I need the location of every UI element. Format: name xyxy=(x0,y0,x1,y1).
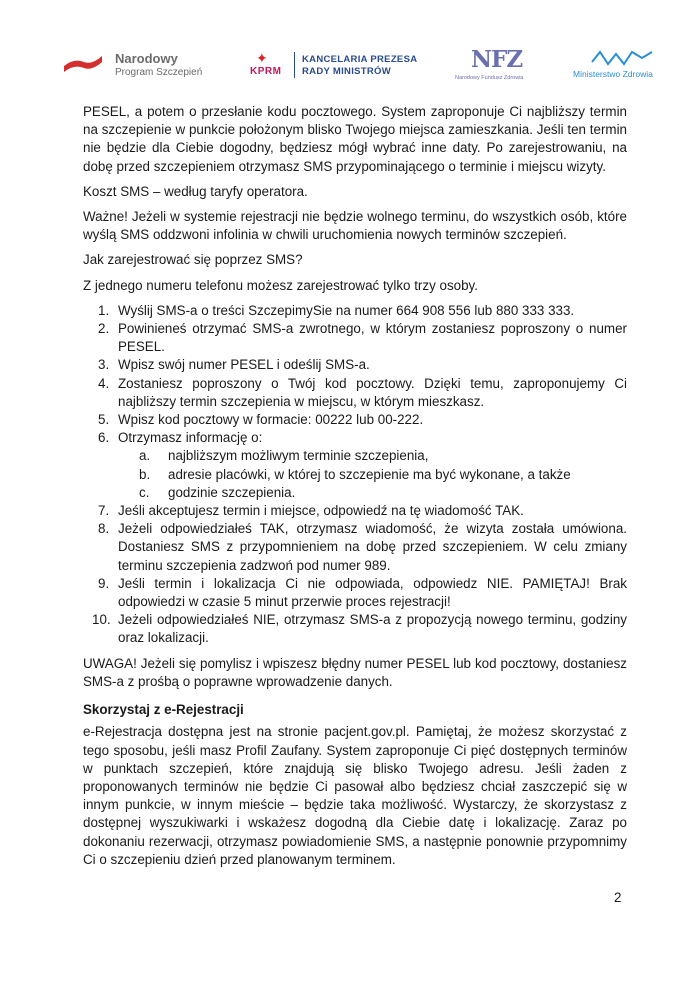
nfz-logo: NFZ xyxy=(471,46,523,73)
e-registration-paragraph: e-Rejestracja dostępna jest na stronie pacjent.gov.pl. Pamiętaj, że możesz skorzystać z tego sposobu, jeśli masz Profil Zaufany. System zaproponuje Ci pięć dostępnych terminów w punktach szczepień, które znajdują się blisko Twojego adresu. Jeśli żaden z proponowanych terminów nie będzie Ci pasował albo będziesz chciał zaszczepić się w innym punkcie, w innym mieście – będzie taka możliwość. Wystarczy, że skorzystasz z dostępnej wyszukiwarki i wskażesz dogodną dla Ciebie datę i lokalizację. Zaraz po dokonaniu rezerwacji, otrzymasz powiadomienie SMS, a następnie ponownie przypomnimy Ci o szczepieniu dzień przed planowanym terminem. xyxy=(83,724,627,867)
list-item: 8. Jeżeli odpowiedziałeś TAK, otrzymasz wiadomość, że wizyta została umówiona. Dostaniesz SMS z przypomnieniem na dobę przed szczepieniem. W celu zmiany terminu szczepienia zadzwoń pod numer 989. xyxy=(98,521,627,573)
narodowy-program-subtitle: Program Szczepień xyxy=(115,67,203,78)
list-item: 7. Jeśli akceptujesz termin i miejsce, odpowiedź na tę wiadomość TAK. xyxy=(98,503,524,519)
limit-paragraph: Z jednego numeru telefonu możesz zarejestrować tylko trzy osoby. xyxy=(83,277,478,293)
list-item: 6. Otrzymasz informację o: a. najbliższym możliwym terminie szczepienia, b. adresie placówki, w której to szczepienie ma być wykonane, a także c. godzinie szczepienia. xyxy=(83,429,627,502)
list-item: 5. Wpisz kod pocztowy w formacie: 00222 lub 00-222. xyxy=(98,412,424,428)
kprm-abbreviation: KPRM xyxy=(250,66,282,77)
list-item: 10. Jeżeli odpowiedziałeś NIE, otrzymasz SMS-a z propozycją nowego terminu, godziny oraz lokalizacji. xyxy=(92,612,627,646)
kprm-name-line1: KANCELARIA PREZESA xyxy=(302,54,418,65)
list-item: c. godzinie szczepienia. xyxy=(139,484,296,500)
info-sublist xyxy=(118,447,627,502)
nfz-subtitle: Narodowy Fundusz Zdrowia xyxy=(455,75,524,81)
narodowy-program-logo-icon xyxy=(62,52,104,74)
list-item: 2. Powinieneś otrzymać SMS-a zwrotnego, w którym zostaniesz poproszony o numer PESEL. xyxy=(98,321,627,355)
sms-question: Jak zarejestrować się poprzez SMS? xyxy=(83,252,303,268)
e-registration-heading: Skorzystaj z e-Rejestracji xyxy=(83,702,244,718)
page-header xyxy=(0,0,700,95)
kprm-name-line2: RADY MINISTRÓW xyxy=(302,66,391,77)
narodowy-program-title: Narodowy xyxy=(115,51,178,66)
kprm-divider xyxy=(294,52,295,78)
intro-paragraph: PESEL, a potem o przesłanie kodu pocztowego. System zaproponuje Ci najbliższy termin na szczepienie w punkcie położonym blisko Twojego miejsca zamieszkania. Jeśli ten termin nie będzie dla Ciebie dogodny, będziesz mógł wybrać inne daty. Po zarejestrowaniu, na dobę przed szczepieniem otrzymasz SMS przypominającego o terminie i miejscu wizyty. xyxy=(83,104,627,174)
ministerstwo-zdrowia-logo-icon xyxy=(590,48,654,68)
ministerstwo-zdrowia-subtitle: Ministerstwo Zdrowia xyxy=(573,69,653,79)
sms-steps-list xyxy=(83,302,627,648)
list-item: 1. Wyślij SMS-a o treści SzczepimySie na numer 664 908 556 lub 880 333 333. xyxy=(98,302,575,318)
document-body xyxy=(83,103,627,876)
sms-cost-paragraph: Koszt SMS – według taryfy operatora. xyxy=(83,183,308,199)
warning-paragraph: UWAGA! Jeżeli się pomylisz i wpiszesz błędny numer PESEL lub kod pocztowy, dostaniesz SMS-a z prośbą o poprawne wprowadzenie danych. xyxy=(83,655,627,689)
list-item: b. adresie placówki, w której to szczepienie ma być wykonane, a także xyxy=(139,466,571,482)
important-paragraph: Ważne! Jeżeli w systemie rejestracji nie będzie wolnego terminu, do wszystkich osób, które wyślą SMS oddzwoni infolinia w chwili uruchomienia nowych terminów szczepień. xyxy=(83,209,627,243)
list-item: 3. Wpisz swój numer PESEL i odeślij SMS-a. xyxy=(98,357,370,373)
eagle-icon: ✦ xyxy=(256,50,268,66)
list-item: 4. Zostaniesz poproszony o Twój kod pocztowy. Dzięki temu, zaproponujemy Ci najbliższy termin szczepienia w miejscu, w którym mieszkasz. xyxy=(98,375,627,409)
page-number: 2 xyxy=(614,890,622,905)
list-item: a. najbliższym możliwym terminie szczepienia, xyxy=(139,448,429,464)
list-item: 9. Jeśli termin i lokalizacja Ci nie odpowiada, odpowiedz NIE. PAMIĘTAJ! Brak odpowiedzi w czasie 5 minut przerwie proces rejestracji! xyxy=(98,575,627,610)
